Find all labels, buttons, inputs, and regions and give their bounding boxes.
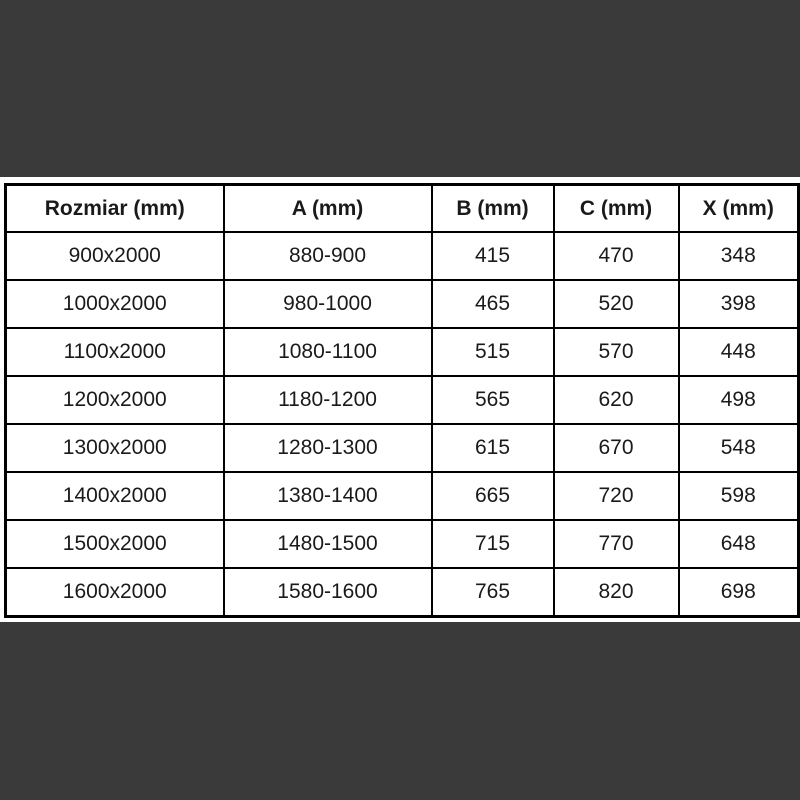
table-cell: 565 [432, 376, 554, 424]
table-row [6, 328, 799, 376]
table-cell: 1500x2000 [6, 520, 224, 568]
table-cell: 1000x2000 [6, 280, 224, 328]
table-cell: 398 [679, 280, 799, 328]
table-cell: 1400x2000 [6, 472, 224, 520]
table-cell: 1100x2000 [6, 328, 224, 376]
table-row [6, 232, 799, 280]
table-cell: 670 [554, 424, 679, 472]
table-cell: 765 [432, 568, 554, 617]
table-row [6, 520, 799, 568]
column-header: Rozmiar (mm) [6, 185, 224, 233]
table-cell: 900x2000 [6, 232, 224, 280]
table-cell: 1600x2000 [6, 568, 224, 617]
table-row [6, 424, 799, 472]
table-cell: 720 [554, 472, 679, 520]
table-cell: 415 [432, 232, 554, 280]
table-cell: 548 [679, 424, 799, 472]
size-table [4, 183, 800, 618]
table-header-row [6, 185, 799, 233]
table-cell: 620 [554, 376, 679, 424]
table-cell: 648 [679, 520, 799, 568]
table-cell: 448 [679, 328, 799, 376]
table-cell: 1300x2000 [6, 424, 224, 472]
table-cell: 465 [432, 280, 554, 328]
table-cell: 880-900 [224, 232, 432, 280]
column-header: C (mm) [554, 185, 679, 233]
table-cell: 515 [432, 328, 554, 376]
table-row [6, 376, 799, 424]
table-row [6, 568, 799, 617]
table-cell: 1380-1400 [224, 472, 432, 520]
column-header: X (mm) [679, 185, 799, 233]
table-cell: 1580-1600 [224, 568, 432, 617]
table-cell: 598 [679, 472, 799, 520]
table-cell: 665 [432, 472, 554, 520]
table-cell: 1180-1200 [224, 376, 432, 424]
table-cell: 715 [432, 520, 554, 568]
table-cell: 348 [679, 232, 799, 280]
table-cell: 470 [554, 232, 679, 280]
table-cell: 615 [432, 424, 554, 472]
table-cell: 698 [679, 568, 799, 617]
table-cell: 820 [554, 568, 679, 617]
table-cell: 1200x2000 [6, 376, 224, 424]
table-cell: 1280-1300 [224, 424, 432, 472]
table-panel [0, 177, 800, 622]
table-cell: 498 [679, 376, 799, 424]
table-cell: 1480-1500 [224, 520, 432, 568]
table-row [6, 280, 799, 328]
column-header: A (mm) [224, 185, 432, 233]
table-row [6, 472, 799, 520]
table-cell: 570 [554, 328, 679, 376]
table-cell: 770 [554, 520, 679, 568]
table-cell: 1080-1100 [224, 328, 432, 376]
table-cell: 980-1000 [224, 280, 432, 328]
column-header: B (mm) [432, 185, 554, 233]
table-cell: 520 [554, 280, 679, 328]
